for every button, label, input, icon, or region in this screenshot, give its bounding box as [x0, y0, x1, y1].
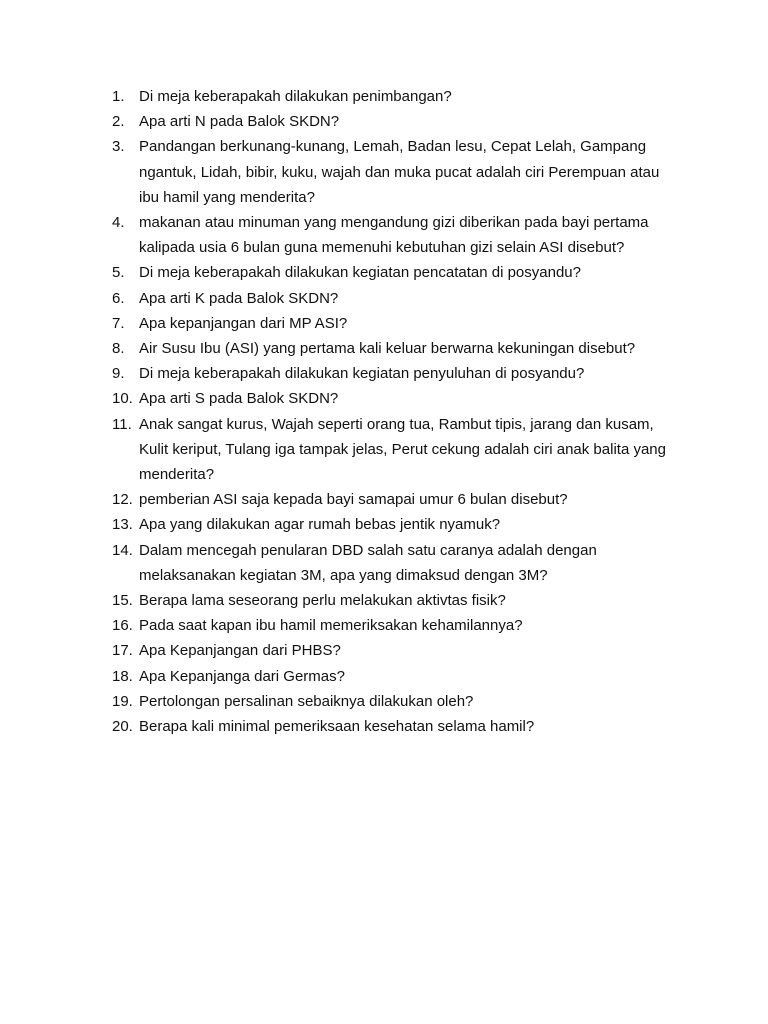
- question-number: 6.: [112, 289, 125, 307]
- question-text: makanan atau minuman yang mengandung gizi diberikan pada bayi pertama kalipada usia 6 bulan guna memenuhi kebutuhan gizi selain ASI disebut?: [139, 214, 649, 257]
- question-number: 14.: [112, 541, 133, 559]
- question-item: [112, 613, 672, 638]
- question-number: 8.: [112, 340, 125, 358]
- question-item: [112, 260, 672, 285]
- question-text: Air Susu Ibu (ASI) yang pertama kali keluar berwarna kekuningan disebut?: [139, 340, 636, 358]
- question-number: 9.: [112, 365, 125, 383]
- question-text: Apa arti N pada Balok SKDN?: [139, 113, 340, 131]
- question-text: Di meja keberapakah dilakukan penimbangan?: [139, 88, 452, 105]
- question-text: Dalam mencegah penularan DBD salah satu caranya adalah dengan melaksanakan kegiatan 3M, apa yang dimaksud dengan 3M?: [139, 541, 597, 584]
- question-item: [112, 487, 672, 512]
- question-number: 10.: [112, 390, 133, 408]
- question-list: [112, 84, 672, 739]
- question-text: Apa Kepanjangan dari PHBS?: [139, 642, 341, 660]
- question-item: [112, 286, 672, 311]
- question-item: [112, 538, 672, 588]
- question-text: Di meja keberapakah dilakukan kegiatan penyuluhan di posyandu?: [139, 365, 585, 383]
- question-number: 1.: [112, 88, 125, 105]
- question-number: 19.: [112, 692, 133, 710]
- question-number: 5.: [112, 264, 125, 282]
- question-item: [112, 386, 672, 411]
- question-number: 18.: [112, 667, 133, 685]
- question-number: 16.: [112, 617, 133, 635]
- question-item: [112, 664, 672, 689]
- question-text: Pandangan berkunang-kunang, Lemah, Badan lesu, Cepat Lelah, Gampang ngantuk, Lidah, bibir, kuku, wajah dan muka pucat adalah ciri Perempuan atau ibu hamil yang menderita?: [139, 138, 660, 206]
- question-number: 20.: [112, 718, 133, 736]
- question-number: 4.: [112, 214, 125, 232]
- question-number: 13.: [112, 516, 133, 534]
- question-item: [112, 84, 672, 109]
- question-item: [112, 361, 672, 386]
- question-item: [112, 638, 672, 663]
- question-number: 12.: [112, 491, 133, 509]
- question-text: Pada saat kapan ibu hamil memeriksakan kehamilannya?: [139, 617, 523, 635]
- question-text: Pertolongan persalinan sebaiknya dilakukan oleh?: [139, 692, 474, 710]
- question-text: Anak sangat kurus, Wajah seperti orang tua, Rambut tipis, jarang dan kusam, Kulit keriput, Tulang iga tampak jelas, Perut cekung adalah ciri anak balita yang menderita?: [139, 415, 666, 484]
- question-item: [112, 210, 672, 260]
- question-text: Apa arti K pada Balok SKDN?: [139, 289, 339, 307]
- question-text: Apa kepanjangan dari MP ASI?: [139, 314, 348, 332]
- question-item: [112, 689, 672, 714]
- question-number: 11.: [112, 415, 132, 433]
- question-item: [112, 109, 672, 134]
- question-text: Di meja keberapakah dilakukan kegiatan pencatatan di posyandu?: [139, 264, 581, 282]
- question-number: 2.: [112, 113, 125, 131]
- question-item: [112, 336, 672, 361]
- question-item: [112, 134, 672, 210]
- question-item: [112, 588, 672, 613]
- question-number: 17.: [112, 642, 133, 660]
- question-text: Apa yang dilakukan agar rumah bebas jentik nyamuk?: [139, 516, 501, 534]
- question-item: [112, 512, 672, 537]
- question-text: Apa arti S pada Balok SKDN?: [139, 390, 339, 408]
- question-number: 7.: [112, 314, 125, 332]
- question-item: [112, 412, 672, 488]
- question-number: 3.: [112, 138, 125, 156]
- question-text: Berapa kali minimal pemeriksaan kesehatan selama hamil?: [139, 718, 535, 736]
- question-text: Apa Kepanjanga dari Germas?: [139, 667, 345, 685]
- question-number: 15.: [112, 592, 133, 610]
- question-item: [112, 311, 672, 336]
- question-text: pemberian ASI saja kepada bayi samapai umur 6 bulan disebut?: [139, 491, 568, 509]
- question-text: Berapa lama seseorang perlu melakukan aktivtas fisik?: [139, 592, 506, 610]
- question-item: [112, 714, 672, 739]
